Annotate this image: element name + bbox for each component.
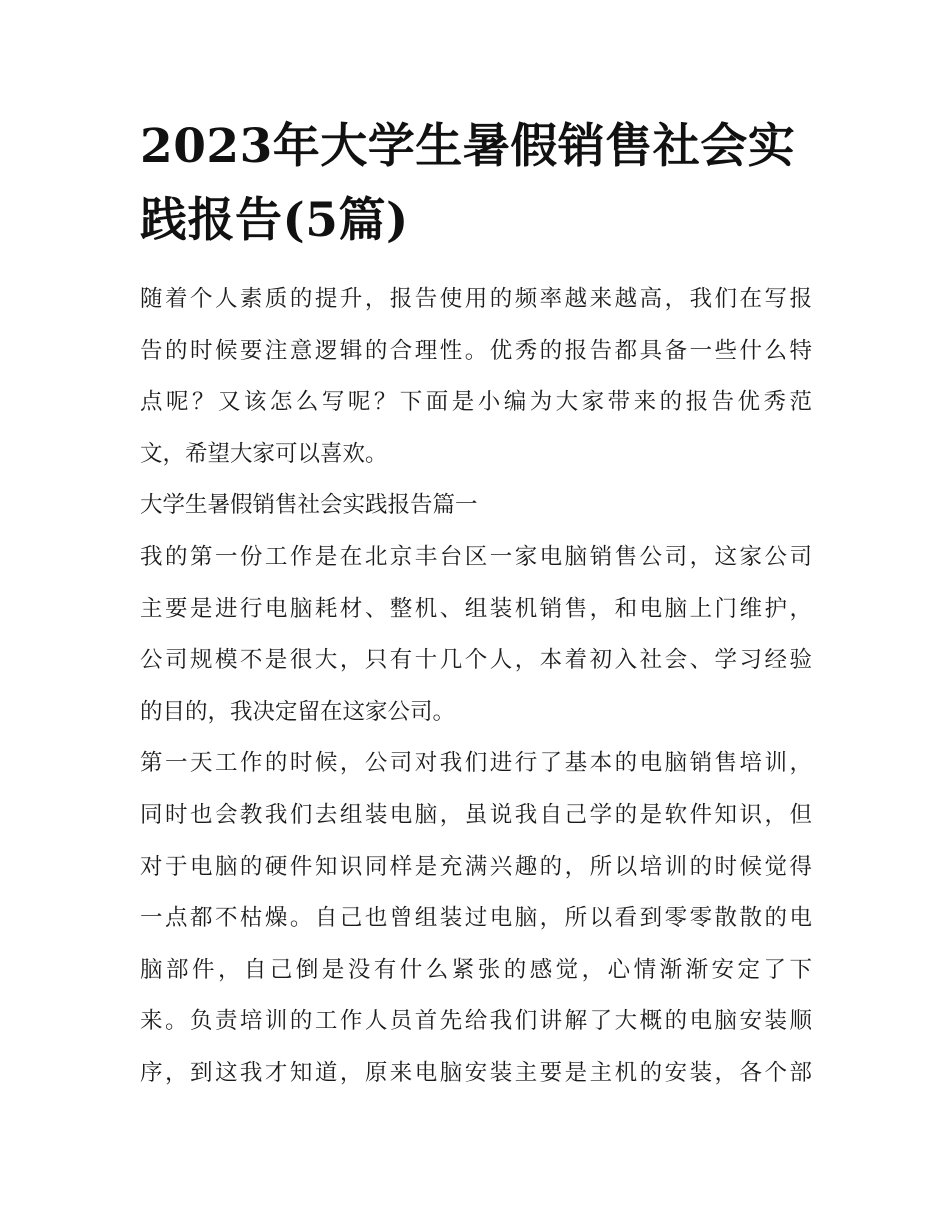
text-line: 我的第一份工作是在北京丰台区一家电脑销售公司，这家公司 [140, 543, 812, 570]
text-line: 脑部件，自己倒是没有什么紧张的感觉，心情渐渐安定了下 [140, 956, 812, 983]
text-line: 来。负责培训的工作人员首先给我们讲解了大概的电脑安装顺 [140, 1008, 812, 1035]
document-body [140, 274, 812, 1100]
section-heading [140, 480, 812, 532]
document-title [140, 110, 812, 258]
text-line: 同时也会教我们去组装电脑，虽说我自己学的是软件知识，但 [140, 801, 812, 828]
text-line: 告的时候要注意逻辑的合理性。优秀的报告都具备一些什么特 [140, 337, 812, 364]
text-line: 的目的，我决定留在这家公司。 [140, 698, 456, 725]
text-line: 文，希望大家可以喜欢。 [140, 440, 388, 467]
document-page [140, 110, 812, 1100]
text-line: 大学生暑假销售社会实践报告篇一 [140, 492, 478, 519]
paragraph [140, 532, 812, 738]
text-line: 点呢？又该怎么写呢？下面是小编为大家带来的报告优秀范 [140, 389, 812, 416]
text-line: 一点都不枯燥。自己也曾组装过电脑，所以看到零零散散的电 [140, 905, 812, 932]
text-line: 随着个人素质的提升，报告使用的频率越来越高，我们在写报 [140, 286, 812, 312]
text-line: 主要是进行电脑耗材、整机、组装机销售，和电脑上门维护， [140, 595, 812, 622]
text-line: 序，到这我才知道，原来电脑安装主要是主机的安装，各个部 [140, 1059, 812, 1086]
title-line: 2023年大学生暑假销售社会实 [140, 119, 796, 174]
text-line: 第一天工作的时候，公司对我们进行了基本的电脑销售培训， [140, 750, 812, 777]
title-line: 践报告(5篇) [140, 193, 409, 248]
text-line: 对于电脑的硬件知识同样是充满兴趣的，所以培训的时候觉得 [140, 853, 812, 880]
paragraph [140, 738, 812, 1099]
text-line: 公司规模不是很大，只有十几个人，本着初入社会、学习经验 [140, 647, 812, 674]
paragraph-intro [140, 274, 812, 480]
